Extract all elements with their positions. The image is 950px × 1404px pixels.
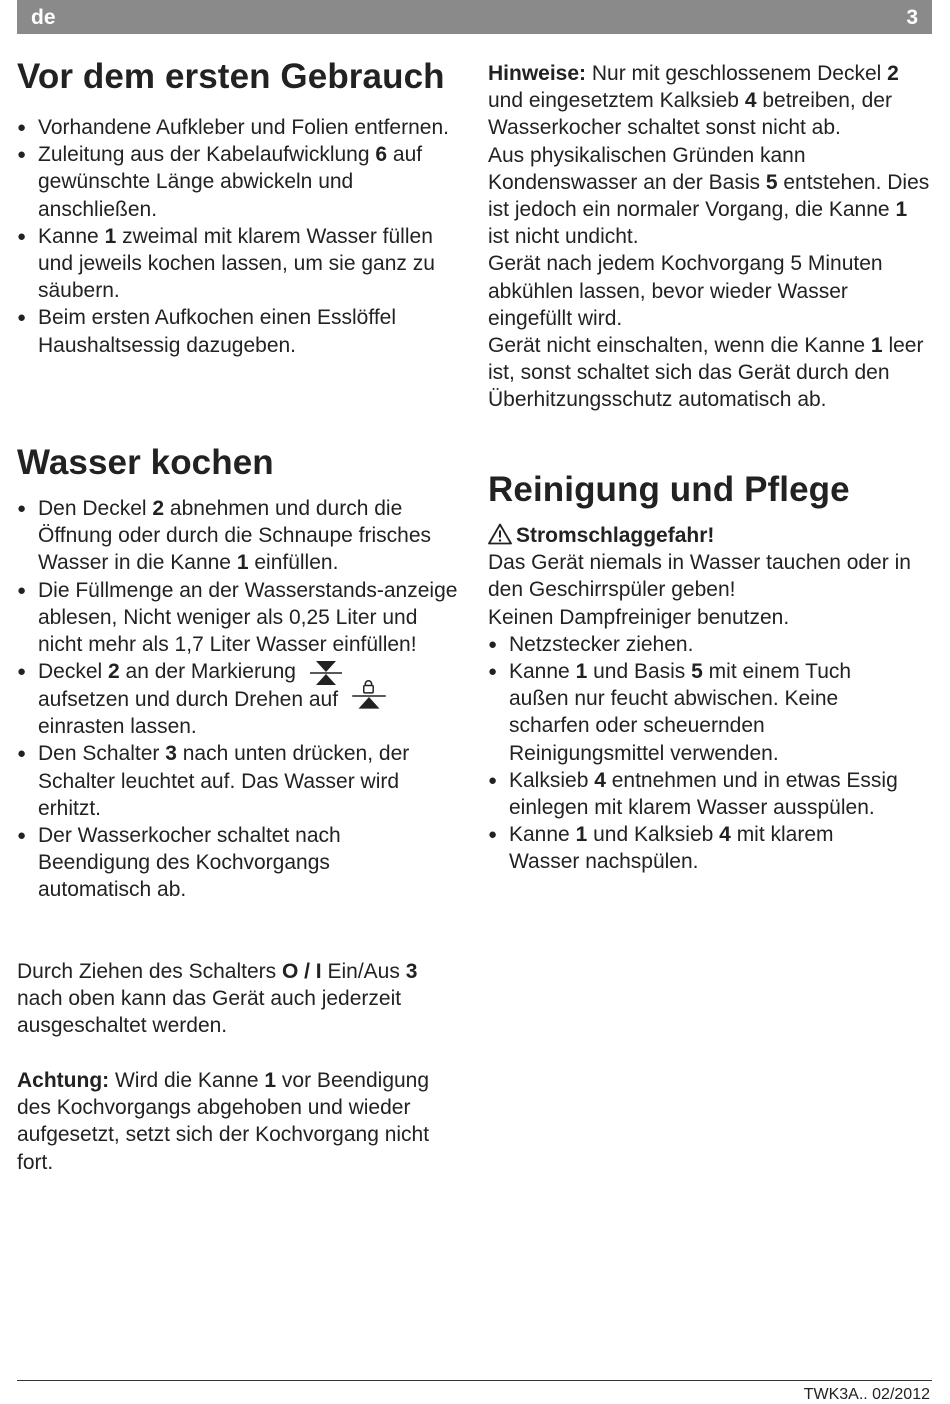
cleaning-intro: Das Gerät niemals in Wasser tauchen oder in den Geschirrspüler geben! <box>488 551 911 602</box>
section-title-first-use: Vor dem ersten Gebrauch <box>17 57 445 96</box>
list-item: ● Kanne 1 zweimal mit klarem Wasser füllen und jeweils kochen lassen, um sie ganz zu säubern. <box>17 223 458 305</box>
warning-line <box>488 522 933 549</box>
attention-note: Achtung: Wird die Kanne 1 vor Beendigung des Kochvorgangs abgehoben und wieder aufgesetzt, setzt sich der Kochvorgang nicht fort. <box>17 1069 430 1174</box>
cleaning-intro: Keinen Dampfreiniger benutzen. <box>488 605 790 629</box>
list-item: ● Den Deckel 2 abnehmen und durch die Öffnung oder durch die Schnaupe frisches Wasser in die Kanne 1 einfüllen. <box>17 495 458 577</box>
lid-line2: aufsetzen und durch Drehen auf <box>38 687 339 711</box>
lid-line1: Deckel 2 an der Markierung <box>38 660 296 684</box>
lid-marking-icon <box>306 660 346 686</box>
section-title-boil-water: Wasser kochen <box>17 443 274 482</box>
list-item: ● Kalksieb 4 entnehmen und in etwas Essig einlegen mit klarem Wasser ausspülen. <box>488 767 939 821</box>
lid-line3: einrasten lassen. <box>38 715 197 739</box>
list-item: ● Kanne 1 und Kalksieb 4 mit klarem Wasser nachspülen. <box>488 821 889 875</box>
boil-water-list <box>17 495 467 904</box>
list-item: ● Vorhandene Aufkleber und Folien entfernen. <box>17 114 458 141</box>
footer-divider <box>17 1380 932 1381</box>
list-item: ● Der Wasserkocher schaltet nach Beendigung des Kochvorgangs automatisch ab. <box>17 822 438 904</box>
list-item: ● Die Füllmenge an der Wasserstands-anzeige ablesen, Nicht weniger als 0,25 Liter und nicht mehr als 1,7 Liter Wasser einfüllen! <box>17 577 458 659</box>
list-item: ● Beim ersten Aufkochen einen Esslöffel Haushaltsessig dazugeben. <box>17 304 448 358</box>
note-paragraph: Gerät nach jedem Kochvorgang 5 Minuten abkühlen lassen, bevor wieder Wasser eingefüllt wird. <box>488 252 883 330</box>
first-use-list <box>17 114 467 359</box>
note-paragraph: Aus physikalischen Gründen kann Kondenswasser an der Basis 5 entstehen. Dies ist jedoch ein normaler Vorgang, die Kanne 1 ist nicht undicht. <box>488 143 930 249</box>
lock-icon <box>348 679 390 713</box>
list-item: ● Zuleitung aus der Kabelaufwicklung 6 auf gewünschte Länge abwickeln und anschließen. <box>17 141 438 223</box>
section-title-cleaning: Reinigung und Pflege <box>488 470 850 509</box>
footer-model-date: TWK3A.. 02/2012 <box>803 1386 930 1403</box>
warning-text: Stromschlaggefahr! <box>516 524 715 547</box>
language-label: de <box>31 6 56 29</box>
list-item: ● Den Schalter 3 nach unten drücken, der Schalter leuchtet auf. Das Wasser wird erhitzt. <box>17 740 458 822</box>
list-item: ● Netzstecker ziehen. <box>488 631 933 658</box>
warning-icon <box>488 523 512 545</box>
cleaning-list <box>488 631 933 876</box>
list-item: ● Kanne 1 und Basis 5 mit einem Tuch außen nur feucht abwischen. Keine scharfen oder scheuernden Reinigungsmittel verwenden. <box>488 658 889 767</box>
page-number: 3 <box>906 6 918 29</box>
switch-note: Durch Ziehen des Schalters O / I Ein/Aus 3 nach oben kann das Gerät auch jederzeit ausgeschaltet werden. <box>17 960 418 1038</box>
header-bar <box>17 0 932 34</box>
note-paragraph: Gerät nicht einschalten, wenn die Kanne 1 leer ist, sonst schaltet sich das Gerät durch den Überhitzungsschutz automatisch ab. <box>488 334 924 412</box>
list-item-lid <box>17 658 458 740</box>
note-paragraph: Hinweise: Nur mit geschlossenem Deckel 2 und eingesetztem Kalksieb 4 betreiben, der Wasserkocher schaltet sonst nicht ab. <box>488 62 899 140</box>
cleaning-block <box>488 522 933 876</box>
notes-block <box>488 60 933 414</box>
